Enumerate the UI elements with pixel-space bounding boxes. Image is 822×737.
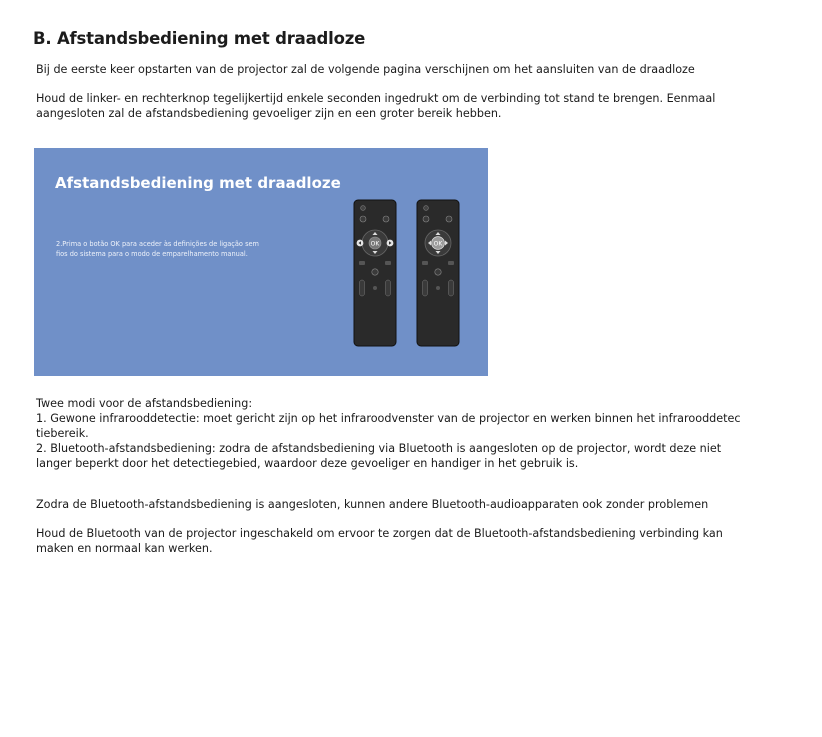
play-pause-icon [435,269,441,275]
remote-control-left [353,199,397,347]
keep-on-line: Houd de Bluetooth van de projector ingeschakeld om ervoor te zorgen dat de Bluetooth-afstandsbediening verbinding kan [36,527,723,540]
section-heading: B. Afstandsbediening met draadloze [33,29,366,48]
input-button-icon [423,216,429,222]
slide-instruction [56,240,326,259]
modes-paragraph [36,396,806,471]
bluetooth-audio-paragraph [36,497,806,512]
intro-line: aangesloten zal de afstandsbediening gevoeliger zijn en een groter bereik hebben. [36,107,502,120]
channel-rocker-icon [386,280,391,296]
modes-line: 1. Gewone infrarooddetectie: moet gericht zijn op het infraroodvenster van de projector en werken binnen het infrarooddetec [36,412,741,425]
intro-paragraph-1 [36,62,806,77]
settings-button-icon [383,216,389,222]
slide-title: Afstandsbediening met draadloze [55,174,341,192]
remote-control-right-drawing [416,199,460,347]
intro-line: Bij de eerste keer opstarten van de projector zal de volgende pagina verschijnen om het aansluiten van de draadloze [36,63,695,76]
slide-instruction-line: 2.Prima o botão OK para aceder às definições de ligação sem [56,240,259,248]
bluetooth-audio-line: Zodra de Bluetooth-afstandsbediening is aangesloten, kunnen andere Bluetooth-audioapparaten ook zonder problemen [36,498,709,511]
settings-button-icon [446,216,452,222]
channel-rocker-icon [449,280,454,296]
svg-text:OK: OK [370,240,380,248]
modes-line: tiebereik. [36,427,89,440]
intro-line: Houd de linker- en rechterknop tegelijkertijd enkele seconden ingedrukt om de verbinding tot stand te brengen. Eenmaal [36,92,716,105]
intro-paragraph-2 [36,91,806,121]
svg-text:OK: OK [433,240,443,248]
keep-bluetooth-on-paragraph [36,526,806,556]
modes-line: langer beperkt door het detectiegebied, waardoor deze gevoeliger en handiger in het gebruik is. [36,457,579,470]
remote-control-right [416,199,460,347]
remote-control-left-drawing [353,199,397,347]
power-button-icon [424,206,429,211]
slide-instruction-line: fios do sistema para o modo de emparelhamento manual. [56,249,248,258]
modes-line: 2. Bluetooth-afstandsbediening: zodra de afstandsbediening via Bluetooth is aangesloten op de projector, wordt deze niet [36,442,722,455]
volume-rocker-icon [423,280,428,296]
modes-line: Twee modi voor de afstandsbediening: [36,397,253,410]
input-button-icon [360,216,366,222]
keep-on-line: maken en normaal kan werken. [36,542,213,555]
pairing-slide-image [34,148,488,376]
power-button-icon [361,206,366,211]
volume-rocker-icon [360,280,365,296]
play-pause-icon [372,269,378,275]
